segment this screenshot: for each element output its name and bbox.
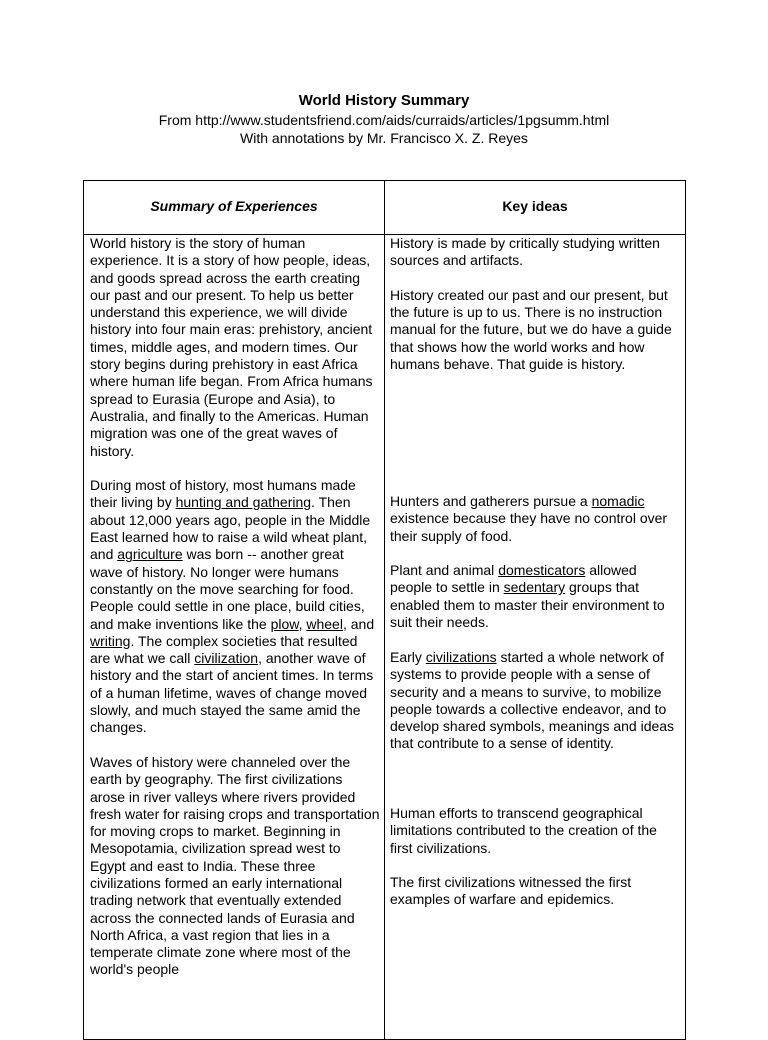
- text-run: . Then about 12,000 years ago, people in the Middle East learned how to raise a wild wheat plant, and: [90, 494, 371, 563]
- summary-paragraph-3: Waves of history were channeled over the earth by geography. The first civilizations arose in river valleys where rivers provided fresh water for raising crops and transportation for moving crops to market. Beginning in Mesopotamia, civilization spread west to Egypt and east to India. These three civilizations formed an early international trading network that eventually extended across the connected lands of Eurasia and North Africa, a vast region that lies in a temperate climate zone where most of the world's people: [90, 753, 380, 978]
- key-idea-7: The first civilizations witnessed the first examples of warfare and epidemics.: [390, 874, 632, 908]
- text-run: , and: [342, 615, 375, 632]
- key-idea-6: Human efforts to transcend geographical limitations contributed to the creation of the first civilizations.: [390, 805, 657, 856]
- table-header-row: [84, 181, 685, 235]
- key-idea-2: History created our past and our present, but the future is up to us. There is no instruction manual for the future, but we do have a guide that shows how the world works and how humans behave. That guide is history.: [390, 286, 672, 373]
- text-run: Early: [390, 649, 426, 665]
- underlined-term: agriculture: [117, 546, 183, 563]
- text-run: existence because they have no control over their supply of food.: [390, 510, 668, 544]
- summary-column: [90, 235, 380, 979]
- source-line: From http://www.studentsfriend.com/aids/curraids/articles/1pgsumm.html: [158, 112, 610, 128]
- column-divider: [384, 181, 385, 1039]
- column-header-key-ideas: Key ideas: [502, 198, 568, 214]
- annotation-line: With annotations by Mr. Francisco X. Z. Reyes: [240, 130, 528, 146]
- summary-paragraph-2: [90, 477, 380, 736]
- underlined-term: nomadic: [591, 493, 645, 509]
- text-run: ,: [298, 615, 307, 632]
- underlined-term: hunting and gathering: [175, 494, 312, 511]
- document-header: [0, 91, 768, 147]
- text-run: Plant and animal: [390, 562, 499, 578]
- underlined-term: sedentary: [503, 579, 566, 596]
- text-run: . The complex societies that resulted are what we call: [90, 632, 358, 667]
- text-run: was born -- another great wave of history. No longer were humans constantly on the move searching for food. People could settle in one place, build cities, and make inventions like the: [90, 546, 365, 632]
- key-idea-1: History is made by critically studying written sources and artifacts.: [390, 235, 660, 269]
- page-title: World History Summary: [298, 92, 470, 109]
- key-idea-5: [390, 649, 682, 753]
- underlined-term: domesticators: [498, 562, 586, 578]
- underlined-term: civilizations: [425, 649, 497, 665]
- key-ideas-column: [390, 235, 682, 908]
- text-run: started a whole network of systems to provide people with a sense of security and a means to survive, to mobilize people towards a collective endeavor, and to develop shared symbols, meanings and ideas that contribute to a sense of identity.: [390, 649, 675, 752]
- key-idea-4: [390, 562, 682, 631]
- text-run: allowed people to settle in: [390, 562, 637, 596]
- underlined-term: plow: [270, 615, 299, 632]
- text-run: , another wave of history and the start of ancient times. In terms of a human lifetime, waves of change moved slowly, and much stayed the same amid the changes.: [90, 650, 374, 736]
- text-run: Hunters and gatherers pursue a: [390, 493, 592, 509]
- key-idea-3: [390, 493, 682, 545]
- underlined-term: writing: [90, 632, 131, 649]
- text-run: groups that enabled them to master their environment to suit their needs.: [390, 579, 665, 630]
- column-header-summary: Summary of Experiences: [150, 198, 318, 214]
- underlined-term: civilization: [194, 650, 259, 667]
- summary-paragraph-1: World history is the story of human experience. It is a story of how people, ideas, and goods spread across the earth creating our past and our present. To help us better understand this experience, we will divide history into four main eras: prehistory, ancient times, middle ages, and modern times. Our story begins during prehistory in east Africa where human life began. From Africa humans spread to Eurasia (Europe and Asia), to Australia, and finally to the Americas. Human migration was one of the great waves of history.: [90, 235, 373, 459]
- underlined-term: wheel: [306, 615, 343, 632]
- summary-table: [83, 180, 686, 1040]
- text-run: During most of history, most humans made their living by: [90, 477, 356, 511]
